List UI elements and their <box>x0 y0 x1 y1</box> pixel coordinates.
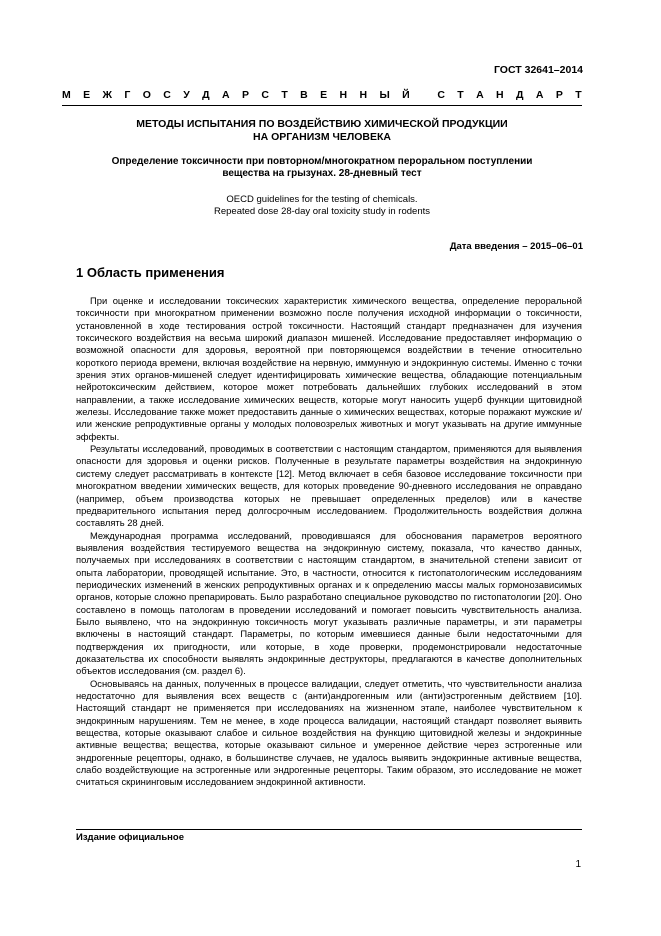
banner-letter: Р <box>555 89 563 101</box>
banner-letter: Д <box>516 89 524 101</box>
gost-number: ГОСТ 32641–2014 <box>493 64 583 76</box>
banner-letter: А <box>222 89 230 101</box>
english-title <box>62 194 582 218</box>
banner-letter: Ы <box>379 89 390 101</box>
section-body <box>76 295 582 789</box>
banner-letter: Е <box>320 89 328 101</box>
banner-divider <box>62 105 582 106</box>
english-title-line: OECD guidelines for the testing of chemicals. <box>226 194 418 205</box>
banner-gap <box>422 89 425 101</box>
banner-letter: С <box>437 89 445 101</box>
introduction-date: Дата введения – 2015–06–01 <box>449 241 583 252</box>
title-line: МЕТОДЫ ИСПЫТАНИЯ ПО ВОЗДЕЙСТВИЮ ХИМИЧЕСКОЙ ПРОДУКЦИИ <box>136 118 508 130</box>
page-number: 1 <box>575 859 581 870</box>
official-edition-label: Издание официальное <box>76 832 184 843</box>
subtitle-line: Определение токсичности при повторном/многократном пероральном поступлении <box>111 156 533 167</box>
english-title-line: Repeated dose 28-day oral toxicity study in rodents <box>214 206 430 217</box>
paragraph: Международная программа исследований, проводившаяся для обоснования параметров вероятного выявления воздействия тестируемого вещества на эндокринную систему, показала, что качество данных, получаемых при исследованиях в соответствии с настоящим стандартом, в значительной степени зависит от опыта лаборатории, проводящей испытание. Это, в частности, относится к гистопатологическим исследованиям периодических изменений в женских репродуктивных органах и к определению массы малых гормонозависимых органов, которые сложно препарировать. Было разработано специальное руководство по гистопатологии [20]. Оно составлено в помощь патологам в проведении исследований и помогает повысить чувствительность анализа. Было выявлено, что на эндокринную токсичность могут указывать различные параметры, и эти параметры включены в настоящий стандарт. Параметры, по которым имевшиеся данные были недостаточными для подтверждения их пригодности, или которые, в ходе проверки, продемонстрировали недостаточные доказательства их способности выявлять эндокринные деструкторы, предлагаются в качестве дополнительных объектов исследования (см. раздел 6). <box>76 529 582 677</box>
banner-letter: Т <box>457 89 464 101</box>
standard-banner <box>62 89 582 101</box>
banner-letter: М <box>62 89 71 101</box>
banner-letter: Ж <box>102 89 113 101</box>
banner-letter: С <box>163 89 171 101</box>
document-subtitle <box>62 156 582 180</box>
document-title <box>62 118 582 144</box>
footer-divider <box>76 829 582 830</box>
banner-letter: Н <box>339 89 348 101</box>
banner-letter: Н <box>359 89 368 101</box>
banner-letter: Е <box>83 89 91 101</box>
banner-letter: Й <box>402 89 410 101</box>
paragraph: При оценке и исследовании токсических характеристик химического вещества, определение пероральной токсичности при многократном применении возможно после получения исходной информации о токсичности, установленной в ходе тестирования острой токсичности. Настоящий стандарт предназначен для изучения токсического воздействия на весьма широкий диапазон мишеней. Исследование предоставляет информацию о возможной опасности для здоровья, вероятной при повторяющемся воздействии в течение относительно короткого периода времени, включая воздействие на нервную, иммунную и эндокринную системы. Именно с точки зрения этих органов-мишеней следует идентифицировать химические вещества, обладающие потенциальным нейротоксическим действием, которое может потребовать дальнейших глубоких исследований в этом направлении, а также исследование химических веществ, которые могут наносить ущерб функции щитовидной железы. Исследование также может предоставить данные о химических веществах, которые поражают мужские и/или женские репродуктивные органы у молодых половозрелых животных и могут указывать на другие иммунные эффекты. <box>76 295 582 442</box>
banner-letter: У <box>183 89 190 101</box>
subtitle-line: вещества на грызунах. 28-дневный тест <box>222 168 422 179</box>
banner-letter: А <box>476 89 484 101</box>
banner-letter: Р <box>241 89 249 101</box>
paragraph: Основываясь на данных, полученных в процессе валидации, следует отметить, что чувствительности анализа недостаточно для выявления всех веществ с (анти)андрогенным или (анти)эстрогенным действием [10]. Настоящий стандарт не применяется при исследованиях на жизненном этапе, наиболее чувствительном к эндокринным нарушениям. Тем не менее, в ходе процесса валидации, настоящий стандарт позволяет выявить вещества, которые оказывают слабое и сильное воздействия на функцию щитовидной железы и эндокринные активные вещества; вещества, которые оказывают сильное и умеренное действие через эстрогенные или эндрогенные рецепторы, однако, в большинстве случаев, не удалось выявить эндокринные активные вещества, слабо воздействующие на эстрогенные или эндрогенные рецепторы. Таким образом, это исследование не может считаться скрининговым исследованием эндокринной активности. <box>76 677 582 788</box>
banner-letter: В <box>300 89 308 101</box>
banner-letter: Н <box>496 89 504 101</box>
banner-letter: О <box>142 89 151 101</box>
banner-letter: С <box>261 89 269 101</box>
paragraph: Результаты исследований, проводимых в соответствии с настоящим стандартом, применяются для выявления опасности для здоровья и оценки рисков. Полученные в результате параметры воздействия на эндокринную систему следует рассматривать в контексте [12]. Метод включает в себя базовое исследование токсичности при многократном введении химических веществ, для которых проведение 90-дневного исследования не оправдано (например, объем производства которых не превышает определенных пределов) или в качестве предварительного испытания перед долгосрочным исследованием. Продолжительность воздействия должна составлять 28 дней. <box>76 443 582 529</box>
section-heading: 1 Область применения <box>76 265 225 280</box>
title-line: НА ОРГАНИЗМ ЧЕЛОВЕКА <box>253 131 391 143</box>
banner-letter: Т <box>575 89 582 101</box>
banner-letter: Т <box>281 89 288 101</box>
banner-letter: А <box>535 89 544 101</box>
banner-letter: Д <box>202 89 210 101</box>
banner-letter: Г <box>124 89 131 101</box>
